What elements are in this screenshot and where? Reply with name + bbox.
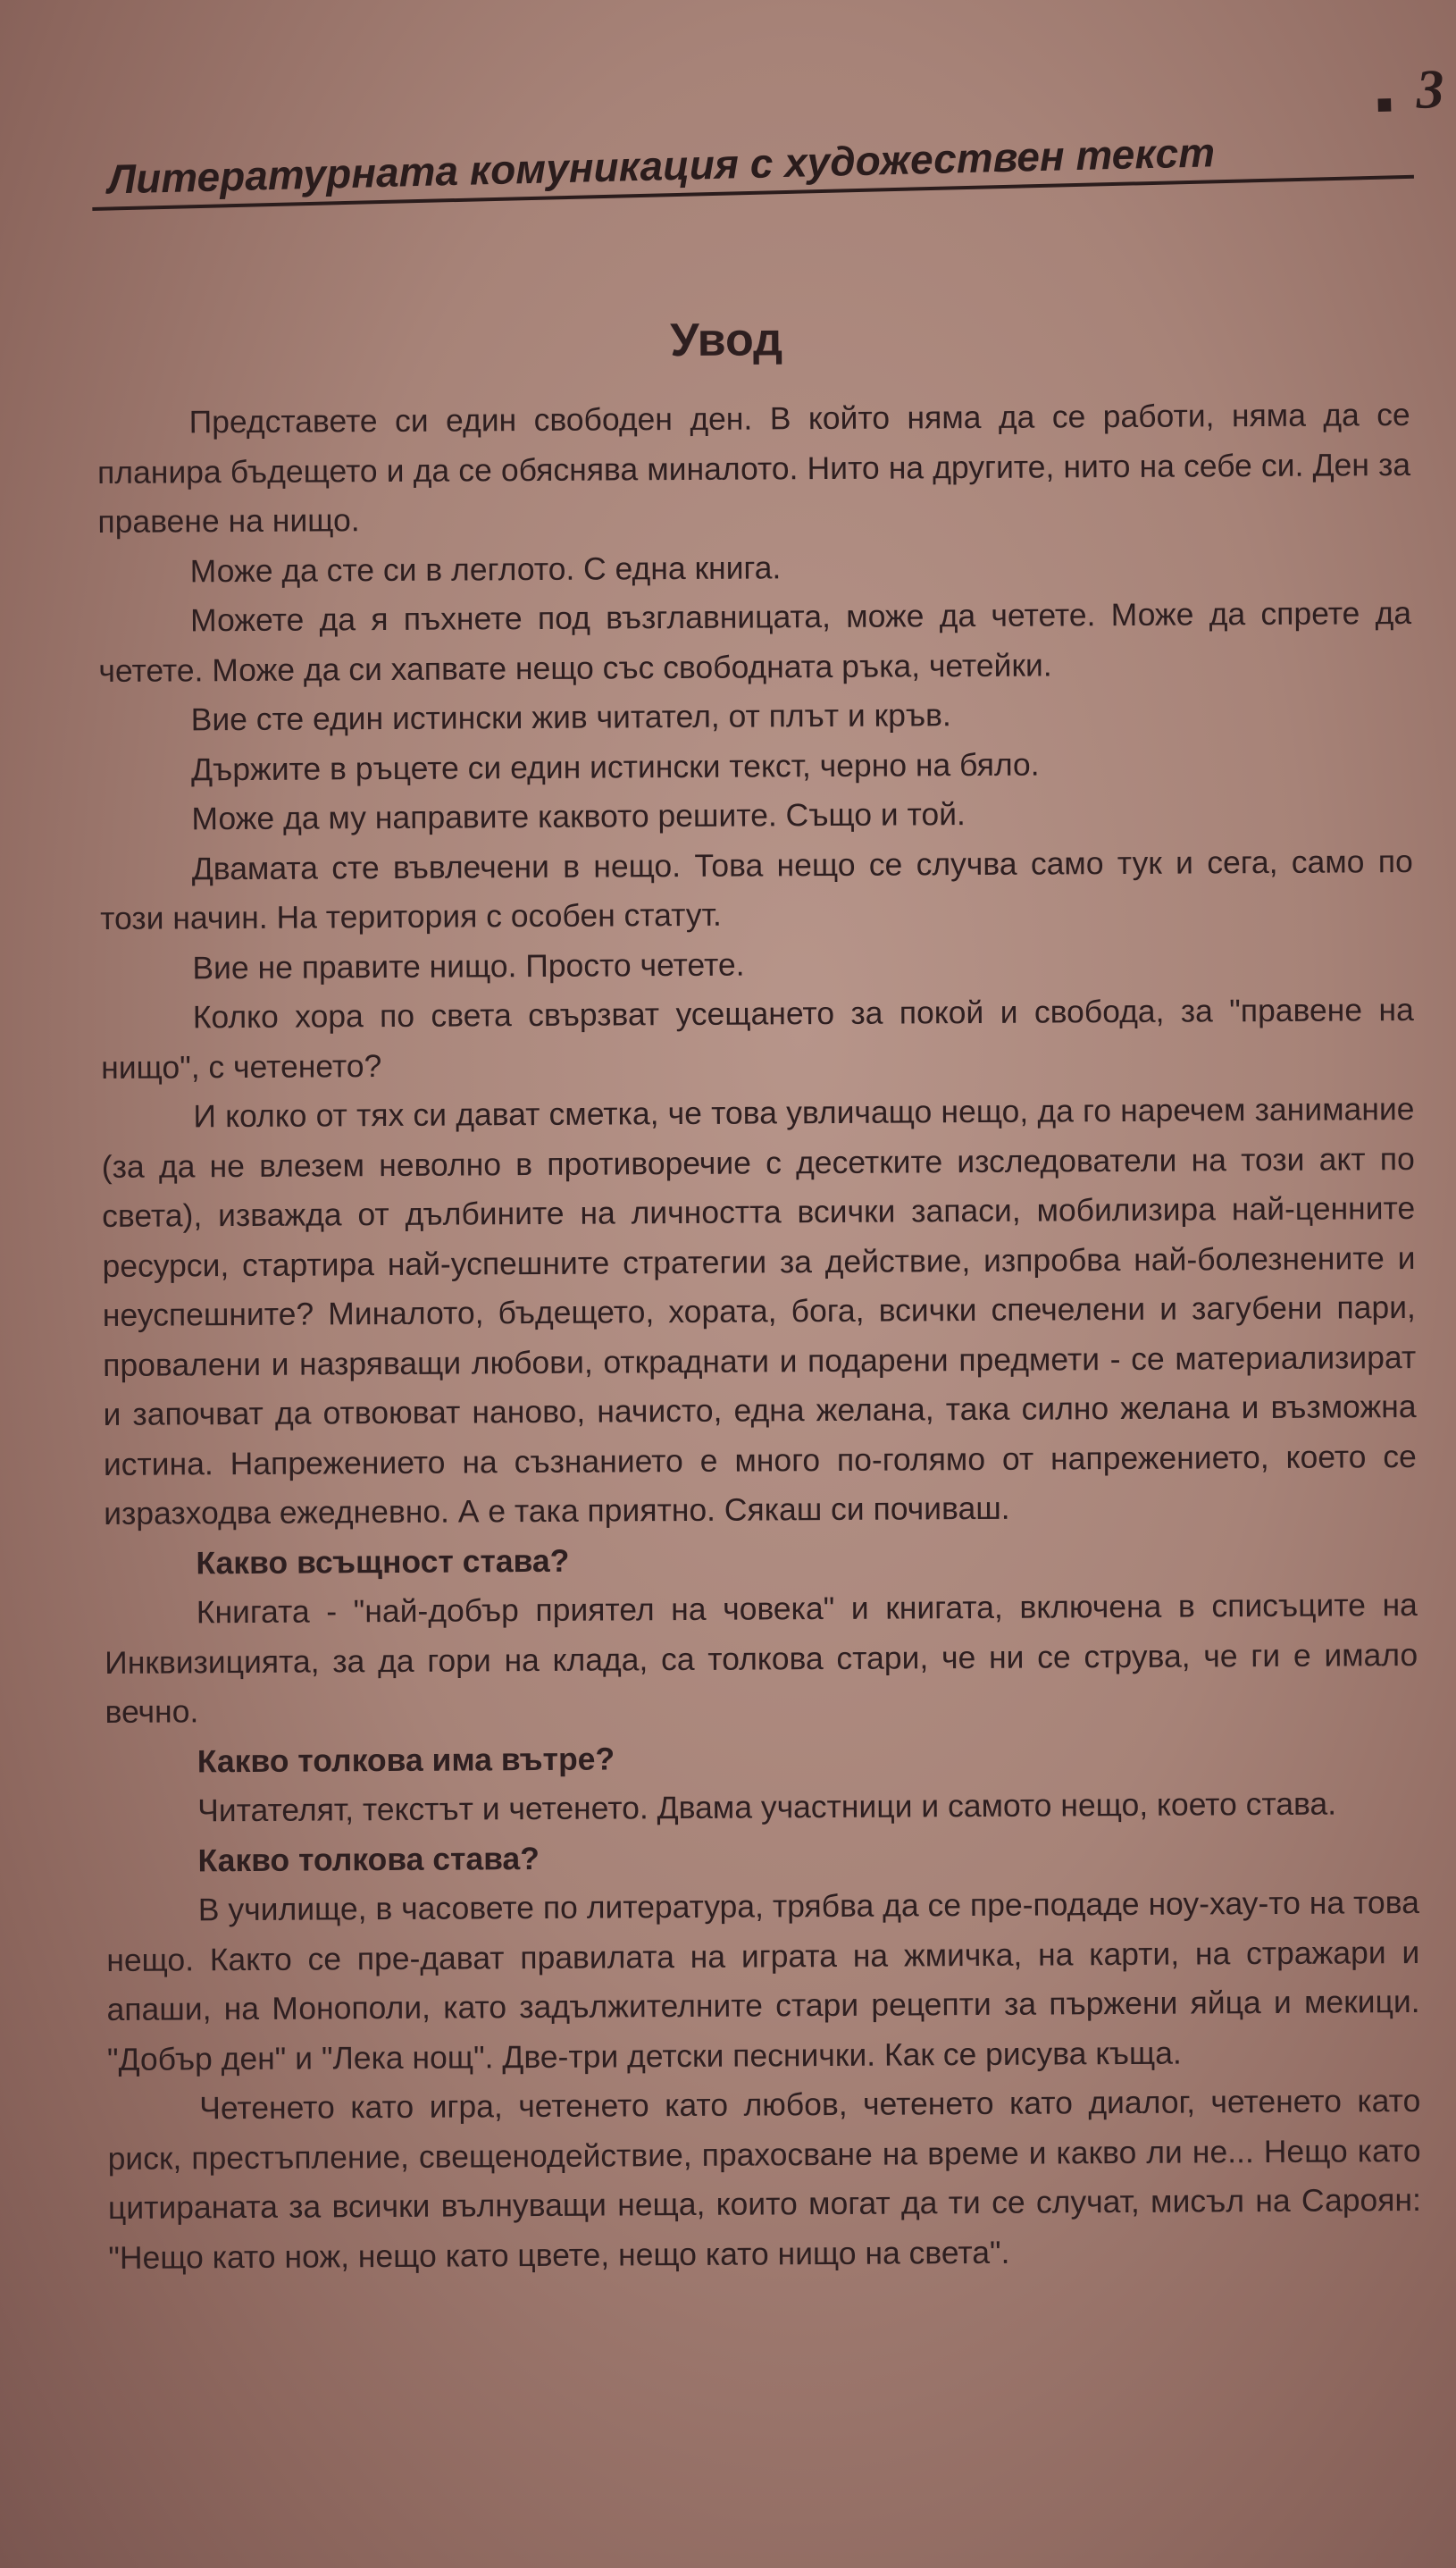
paragraph: Четенето като игра, четенето като любов, четенето като диалог, четенето като риск, престъпление, свещенодействие, прахосване на време и какво ли не... Нещо като цитираната за всички вълнуващи неща, които могат да ти се случат, мисъл на Сароян: "Нещо като нож, нещо като цвете, нещо като нищо на света". xyxy=(107,2082,1422,2276)
paragraph: Колко хора по света свързват усещането за покой и свобода, за "правене на нищо", с четенето? xyxy=(101,992,1414,1086)
paragraph: Представете си един свободен ден. В който няма да се работи, няма да се планира бъдещето и да се обяснява миналото. Нито на другите, нито на себе си. Ден за правене на нищо. xyxy=(96,397,1411,540)
page-number: 3 xyxy=(1415,58,1445,121)
chapter-title: Увод xyxy=(670,314,783,367)
paragraph: И колко от тях си дават сметка, че това увличащо нещо, да го наречем занимание (за да не влезем неволно в противоречие с десетките изследователи на този акт по света), изважда от дълбините на личността всички запаси, мобилизира най-ценните ресурси, стартира най-успешните стратегии за действие, изпробва най-болезнените и неуспешните? Миналото, бъдещето, хората, бога, всички спечелени и загубени пари, провалени и назряващи любови, откраднати и подарени предмети - се материализират и започват да отвоюват наново, начисто, една желана, така силно желана и възможна истина. Напрежението на съзнанието е много по-голямо от напрежението, което се изразходва ежедневно. А е така приятно. Сякаш си почиваш. xyxy=(101,1091,1417,1532)
paragraph: Читателят, текстът и четенето. Двама участници и самото нещо, което става. xyxy=(197,1785,1337,1829)
question-heading: Какво толкова има вътре? xyxy=(197,1740,615,1779)
paragraph: Държите в ръцете си един истински текст, черно на бяло. xyxy=(190,746,1040,787)
paragraph: Може да му направите каквото решите. Също и той. xyxy=(191,796,966,837)
paragraph: Вие не правите нищо. Просто четете. xyxy=(192,946,745,986)
paragraph: Вие сте един истински жив читател, от плът и кръв. xyxy=(190,697,951,738)
paragraph: В училище, в часовете по литература, трябва да се пре-подаде ноу-хау-то на това нещо. Както се пре-дават правилата на играта на жмичка, на карти, на стражари и апаши, на Монополи, като задължителните стари рецепти за пържени яйца и мекици. "Добър ден" и "Лека нощ". Две-три детски песнички. Как се рисува къща. xyxy=(106,1884,1420,2077)
paragraph: Може да сте си в леглото. С една книга. xyxy=(189,549,782,589)
running-title: Литературната комуникация с художествен текст xyxy=(106,129,1216,203)
paragraph: Можете да я пъхнете под възглавницата, може да четете. Може да спрете да четете. Може да си хапвате нещо със свободната ръка, четейки. xyxy=(98,595,1412,689)
square-marker: ■ xyxy=(1376,89,1393,120)
running-header xyxy=(89,54,1445,203)
question-heading: Какво всъщност става? xyxy=(196,1542,570,1581)
paragraph: Книгата - "най-добър приятел на човека" и книгата, включена в списъците на Инквизицията, за да гори на клада, са толкова стари, че ни се струва, че ги е имало вечно. xyxy=(105,1586,1418,1730)
page-content xyxy=(96,305,1421,2283)
paragraph: Двамата сте въвлечени в нещо. Това нещо се случва само тук и сега, само по този начин. На територия с особен статут. xyxy=(100,843,1413,936)
question-heading: Какво толкова става? xyxy=(197,1840,540,1878)
